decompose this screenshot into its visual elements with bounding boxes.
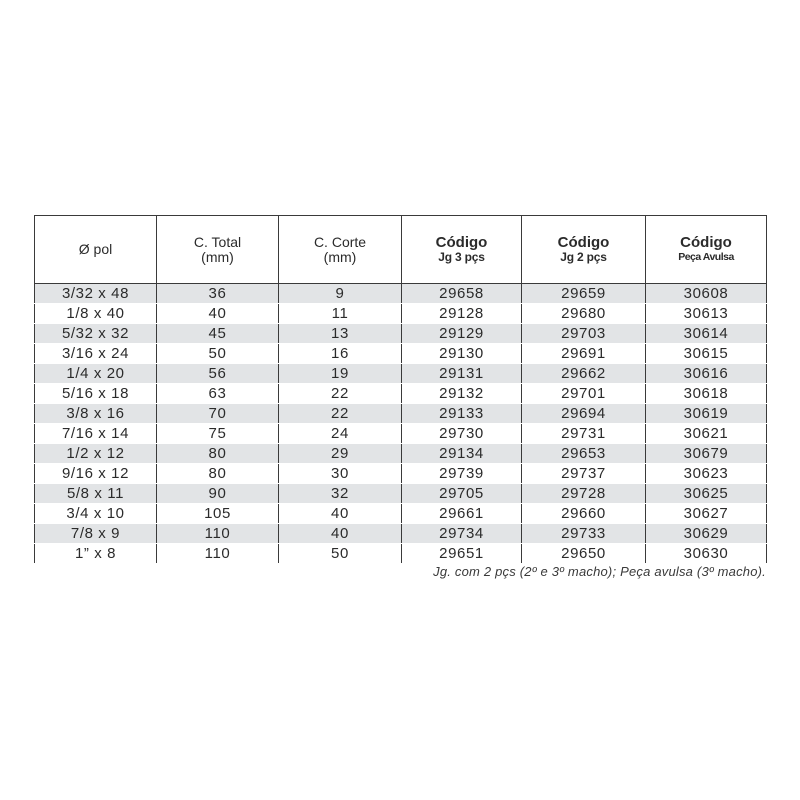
cell-code-set2: 29660: [522, 504, 646, 524]
cell-diameter: 5/16 x 18: [35, 384, 157, 404]
header-code-set3-sub: Jg 3 pçs: [438, 250, 485, 264]
cell-code-set2: 29701: [522, 384, 646, 404]
cell-code-set3: 29128: [402, 304, 522, 324]
cell-code-single: 30679: [646, 444, 767, 464]
cell-diameter: 7/16 x 14: [35, 424, 157, 444]
cell-total-length: 75: [157, 424, 279, 444]
cell-diameter: 5/8 x 11: [35, 484, 157, 504]
cell-code-set2: 29731: [522, 424, 646, 444]
cell-cut-length: 22: [279, 404, 402, 424]
cell-code-set3: 29658: [402, 284, 522, 304]
cell-code-set3: 29134: [402, 444, 522, 464]
cell-code-single: 30608: [646, 284, 767, 304]
cell-cut-length: 16: [279, 344, 402, 364]
table-row: [35, 344, 767, 364]
table-row: [35, 484, 767, 504]
cell-code-set2: 29659: [522, 284, 646, 304]
header-cut-length-label: C. Corte: [313, 233, 367, 250]
header-row: [35, 216, 767, 284]
cell-diameter: 7/8 x 9: [35, 524, 157, 544]
cell-code-set2: 29653: [522, 444, 646, 464]
cell-code-single: 30627: [646, 504, 767, 524]
cell-code-set3: 29705: [402, 484, 522, 504]
footnote: Jg. com 2 pçs (2º e 3º macho); Peça avulsa (3º macho).: [433, 564, 766, 579]
cell-cut-length: 40: [279, 504, 402, 524]
cell-code-set2: 29733: [522, 524, 646, 544]
cell-code-set2: 29680: [522, 304, 646, 324]
cell-code-set2: 29691: [522, 344, 646, 364]
cell-diameter: 5/32 x 32: [35, 324, 157, 344]
cell-total-length: 36: [157, 284, 279, 304]
table-row: [35, 524, 767, 544]
cell-code-set3: 29730: [402, 424, 522, 444]
cell-code-single: 30619: [646, 404, 767, 424]
cell-code-single: 30630: [646, 544, 767, 564]
cell-total-length: 80: [157, 444, 279, 464]
cell-total-length: 110: [157, 524, 279, 544]
cell-code-single: 30629: [646, 524, 767, 544]
header-total-length-label: C. Total: [193, 233, 242, 250]
cell-code-single: 30621: [646, 424, 767, 444]
cell-diameter: 3/8 x 16: [35, 404, 157, 424]
cell-cut-length: 32: [279, 484, 402, 504]
header-code-set2-label: Código: [557, 234, 610, 251]
cell-total-length: 63: [157, 384, 279, 404]
cell-total-length: 110: [157, 544, 279, 564]
cell-diameter: 1” x 8: [35, 544, 157, 564]
cell-code-single: 30614: [646, 324, 767, 344]
cell-cut-length: 13: [279, 324, 402, 344]
cell-code-single: 30625: [646, 484, 767, 504]
table-row: [35, 504, 767, 524]
table-row: [35, 324, 767, 344]
cell-code-set2: 29662: [522, 364, 646, 384]
table-row: [35, 464, 767, 484]
table-row: [35, 384, 767, 404]
cell-code-set3: 29133: [402, 404, 522, 424]
header-code-single: [646, 216, 767, 284]
cell-cut-length: 29: [279, 444, 402, 464]
cell-code-set2: 29703: [522, 324, 646, 344]
cell-cut-length: 50: [279, 544, 402, 564]
cell-code-set2: 29737: [522, 464, 646, 484]
cell-code-set3: 29129: [402, 324, 522, 344]
cell-code-set2: 29694: [522, 404, 646, 424]
cell-code-set3: 29651: [402, 544, 522, 564]
header-code-single-label: Código: [680, 234, 732, 251]
cell-cut-length: 11: [279, 304, 402, 324]
table-header: [35, 216, 767, 284]
header-cut-length: [279, 216, 402, 284]
cell-total-length: 56: [157, 364, 279, 384]
header-code-set3: [402, 216, 522, 284]
cell-code-set3: 29734: [402, 524, 522, 544]
cell-total-length: 70: [157, 404, 279, 424]
header-total-length: [157, 216, 279, 284]
cell-total-length: 105: [157, 504, 279, 524]
cell-code-set3: 29132: [402, 384, 522, 404]
cell-cut-length: 24: [279, 424, 402, 444]
cell-total-length: 50: [157, 344, 279, 364]
cell-cut-length: 19: [279, 364, 402, 384]
cell-code-set3: 29131: [402, 364, 522, 384]
cell-cut-length: 22: [279, 384, 402, 404]
cell-diameter: 9/16 x 12: [35, 464, 157, 484]
table-row: [35, 284, 767, 304]
cell-code-single: 30616: [646, 364, 767, 384]
cell-diameter: 3/4 x 10: [35, 504, 157, 524]
cell-total-length: 40: [157, 304, 279, 324]
cell-code-set3: 29130: [402, 344, 522, 364]
cell-cut-length: 40: [279, 524, 402, 544]
cell-code-single: 30623: [646, 464, 767, 484]
header-code-single-sub: Peça Avulsa: [678, 251, 734, 263]
table-body: [35, 284, 767, 564]
table-row: [35, 364, 767, 384]
cell-diameter: 1/8 x 40: [35, 304, 157, 324]
table-row: [35, 304, 767, 324]
header-cut-length-unit: (mm): [323, 248, 357, 265]
table-row: [35, 404, 767, 424]
cell-code-set2: 29650: [522, 544, 646, 564]
table-row: [35, 444, 767, 464]
header-total-length-unit: (mm): [201, 248, 234, 265]
cell-code-set3: 29739: [402, 464, 522, 484]
cell-cut-length: 30: [279, 464, 402, 484]
header-code-set2: [522, 216, 646, 284]
header-code-set3-label: Código: [435, 234, 488, 251]
cell-diameter: 1/2 x 12: [35, 444, 157, 464]
header-diameter-label: Ø pol: [78, 241, 113, 257]
table-row: [35, 424, 767, 444]
cell-cut-length: 9: [279, 284, 402, 304]
cell-code-single: 30618: [646, 384, 767, 404]
cell-total-length: 80: [157, 464, 279, 484]
cell-code-single: 30615: [646, 344, 767, 364]
cell-total-length: 45: [157, 324, 279, 344]
cell-diameter: 3/32 x 48: [35, 284, 157, 304]
cell-diameter: 1/4 x 20: [35, 364, 157, 384]
cell-code-set3: 29661: [402, 504, 522, 524]
cell-code-set2: 29728: [522, 484, 646, 504]
header-code-set2-sub: Jg 2 pçs: [560, 250, 607, 264]
header-diameter: [35, 216, 157, 284]
cell-total-length: 90: [157, 484, 279, 504]
spec-table: [34, 215, 767, 564]
cell-diameter: 3/16 x 24: [35, 344, 157, 364]
table-row: [35, 544, 767, 564]
cell-code-single: 30613: [646, 304, 767, 324]
